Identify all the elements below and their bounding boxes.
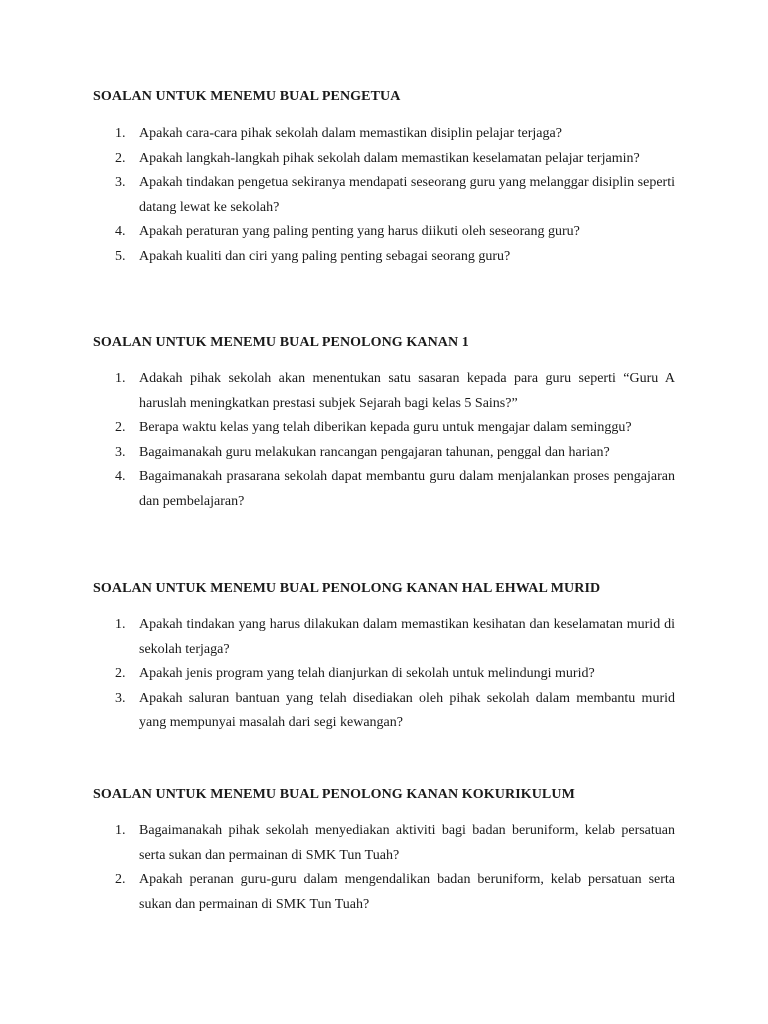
question-number: 2. xyxy=(115,150,126,166)
question-item xyxy=(93,819,675,868)
section-kokurikulum xyxy=(93,786,675,917)
question-number: 1. xyxy=(115,371,126,386)
question-text: Apakah tindakan yang harus dilakukan dalam memastikan kesihatan dan keselamatan murid di sekolah terjaga? xyxy=(139,617,675,657)
question-list xyxy=(93,613,675,736)
question-text: Apakah saluran bantuan yang telah disediakan oleh pihak sekolah dalam membantu murid yang mempunyai masalah dari segi kewangan? xyxy=(139,690,675,730)
question-text: Apakah cara-cara pihak sekolah dalam memastikan disiplin pelajar terjaga? xyxy=(139,126,562,141)
section-title: SOALAN UNTUK MENEMU BUAL PENOLONG KANAN HAL EHWAL MURID xyxy=(93,581,601,596)
section-title: SOALAN UNTUK MENEMU BUAL PENOLONG KANAN KOKURIKULUM xyxy=(93,787,575,802)
question-list xyxy=(93,122,675,269)
question-item xyxy=(93,687,675,736)
question-text: Bagaimanakah prasarana sekolah dapat membantu guru dalam menjalankan proses pengajaran dan pembelajaran? xyxy=(139,469,675,509)
section-pengetua xyxy=(93,88,675,269)
question-number: 2. xyxy=(115,420,126,435)
question-text: Apakah langkah-langkah pihak sekolah dalam memastikan keselamatan pelajar terjamin? xyxy=(139,150,640,166)
question-item xyxy=(93,122,675,147)
question-text: Bagaimanakah pihak sekolah menyediakan aktiviti bagi badan beruniform, kelab persatuan serta sukan dan permainan di SMK Tun Tuah? xyxy=(139,823,675,863)
question-item xyxy=(93,662,675,687)
question-number: 1. xyxy=(115,617,126,632)
question-list xyxy=(93,819,675,917)
question-item xyxy=(93,171,675,220)
section-title: SOALAN UNTUK MENEMU BUAL PENGETUA xyxy=(93,89,401,104)
question-item xyxy=(93,441,675,466)
question-text: Adakah pihak sekolah akan menentukan satu sasaran kepada para guru seperti “Guru A haruslah meningkatkan prestasi subjek Sejarah bagi kelas 5 Sains?” xyxy=(139,371,675,411)
question-text: Berapa waktu kelas yang telah diberikan kepada guru untuk mengajar dalam seminggu? xyxy=(139,420,632,435)
question-item xyxy=(93,868,675,917)
question-item xyxy=(93,245,675,270)
question-item xyxy=(93,147,675,172)
question-list xyxy=(93,367,675,514)
section-title: SOALAN UNTUK MENEMU BUAL PENOLONG KANAN 1 xyxy=(93,335,469,350)
question-number: 3. xyxy=(115,690,126,706)
question-number: 4. xyxy=(115,224,126,239)
section-penolong-kanan-1 xyxy=(93,334,675,514)
question-number: 1. xyxy=(115,823,126,838)
question-number: 3. xyxy=(115,175,126,190)
question-text: Apakah tindakan pengetua sekiranya mendapati seseorang guru yang melanggar disiplin seperti datang lewat ke sekolah? xyxy=(139,175,675,215)
question-item xyxy=(93,367,675,416)
question-number: 2. xyxy=(115,666,126,681)
question-text: Bagaimanakah guru melakukan rancangan pengajaran tahunan, penggal dan harian? xyxy=(139,444,610,460)
question-item xyxy=(93,613,675,662)
question-text: Apakah jenis program yang telah dianjurkan di sekolah untuk melindungi murid? xyxy=(139,666,595,681)
question-number: 5. xyxy=(115,248,126,264)
section-hal-ehwal-murid xyxy=(93,580,675,736)
question-number: 3. xyxy=(115,444,126,460)
question-number: 1. xyxy=(115,126,126,141)
question-text: Apakah peranan guru-guru dalam mengendalikan badan beruniform, kelab persatuan serta sukan dan permainan di SMK Tun Tuah? xyxy=(139,872,675,912)
question-text: Apakah kualiti dan ciri yang paling penting sebagai seorang guru? xyxy=(139,248,511,264)
question-text: Apakah peraturan yang paling penting yang harus diikuti oleh seseorang guru? xyxy=(139,224,580,239)
question-item xyxy=(93,465,675,514)
question-number: 4. xyxy=(115,469,126,484)
question-item xyxy=(93,220,675,245)
question-number: 2. xyxy=(115,872,126,887)
question-item xyxy=(93,416,675,441)
